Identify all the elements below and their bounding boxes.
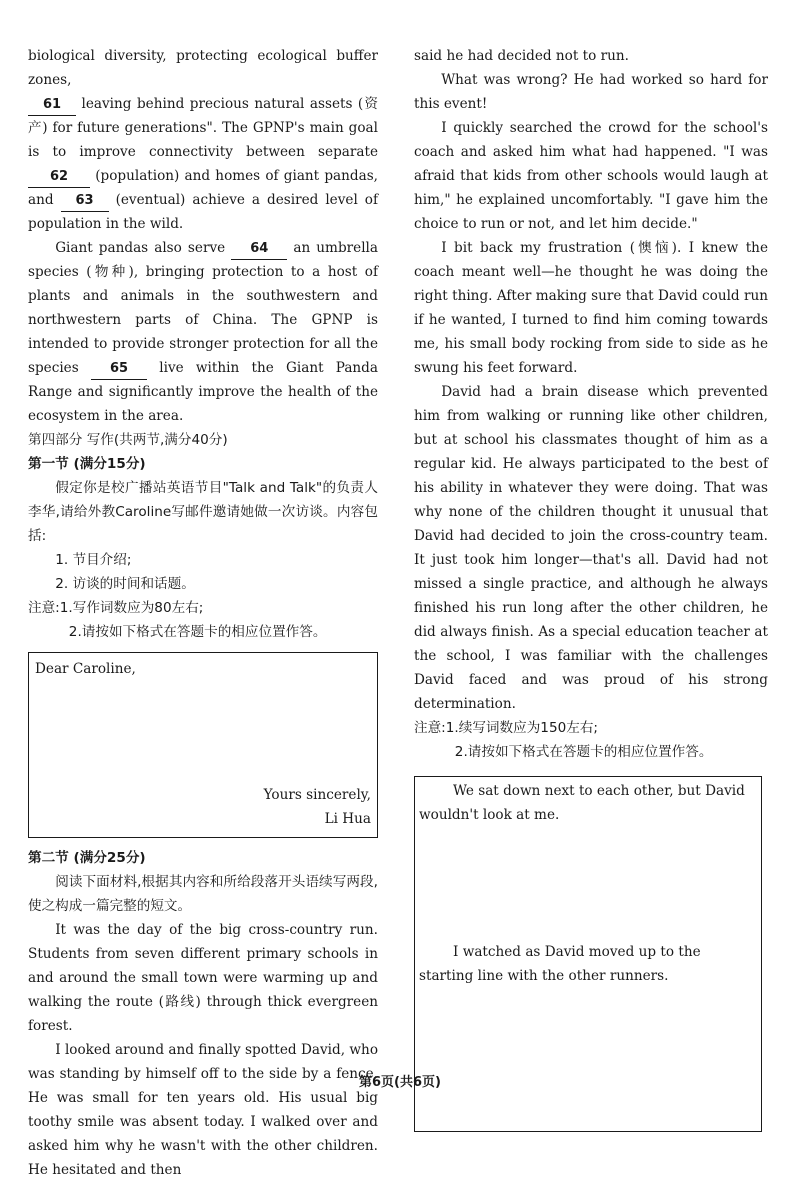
story-paragraph: What was wrong? He had worked so hard for this event! xyxy=(414,72,768,112)
text-run: an umbrella species (物种), bringing protection to a host of plants and animals in the southwestern and northwestern parts of China. The GPNP is intended to provide stronger protection for all the species xyxy=(28,240,378,376)
continuation-note: 注意:1.续写词数应为150左右; xyxy=(414,720,599,736)
story-paragraph: said he had decided not to run. xyxy=(414,48,629,64)
story-paragraph: I bit back my frustration (懊恼). I knew the coach meant well—he thought he was doing the right thing. After making sure that David could run if he wanted, I turned to find him coming towards me, his small body rocking from side to side as he swung his feet forward. xyxy=(414,240,768,376)
passage-paragraph xyxy=(28,44,378,236)
text-run: (eventual) achieve a desired level of population in the wild. xyxy=(28,192,378,232)
section1-note: 注意:1.写作词数应为80左右; xyxy=(28,600,204,616)
blank-64: 64 xyxy=(231,239,287,260)
blank-65: 65 xyxy=(91,359,147,380)
text-run: biological diversity, protecting ecological buffer zones, xyxy=(28,48,378,88)
part4-title: 第四部分 写作(共两节,满分40分) xyxy=(28,432,228,448)
section1-item: 2. 访谈的时间和话题。 xyxy=(55,576,195,592)
story-paragraph: David had a brain disease which prevented him from walking or running like other children, but at school his classmates thought of him as a regular kid. He always participated to the best of his ability in whatever they were doing. That was why none of the children thought it unusual that David had decided to join the cross-country team. It just took him longer—that's all. David had not missed a single practice, and although he always finished his run long after the other children, he did always finish. As a special education teacher at the school, I was familiar with the challenges David faced and was proud of his strong determination. xyxy=(414,384,768,712)
letter-signature: Li Hua xyxy=(324,811,371,827)
letter-closing xyxy=(264,783,371,831)
blank-62: 62 xyxy=(28,167,90,188)
story-paragraph: It was the day of the big cross-country run. Students from seven different primary schools in and around the small town were warming up and walking the route (路线) through thick evergreen forest. xyxy=(28,922,378,1034)
story-paragraph: I quickly searched the crowd for the school's coach and asked him what had happened. "I was afraid that kids from other schools would laugh at him," he explained uncomfortably. "I gave him the choice to run or not, and let him decide." xyxy=(414,120,768,232)
paragraph-opener-1: We sat down next to each other, but David wouldn't look at me. xyxy=(419,783,745,823)
continuation-note: 2.请按如下格式在答题卡的相应位置作答。 xyxy=(454,744,713,760)
text-run: live within the Giant Panda Range and significantly improve the health of the ecosystem in the area. xyxy=(28,360,378,424)
section1-prompt: 假定你是校广播站英语节目"Talk and Talk"的负责人李华,请给外教Caroline写邮件邀请她做一次访谈。内容包括: xyxy=(28,480,378,544)
section1-note: 2.请按如下格式在答题卡的相应位置作答。 xyxy=(68,624,327,640)
letter-closing-line: Yours sincerely, xyxy=(263,787,371,803)
letter-answer-box xyxy=(28,652,378,838)
paragraph-opener-2: I watched as David moved up to the starting line with the other runners. xyxy=(419,944,701,984)
section1-item: 1. 节目介绍; xyxy=(55,552,132,568)
section1-title: 第一节 (满分15分) xyxy=(28,456,146,472)
page-footer: 第6页(共6页) xyxy=(359,1075,441,1090)
right-column xyxy=(414,44,768,1132)
text-run: Giant pandas also serve xyxy=(55,240,226,256)
section2-prompt: 阅读下面材料,根据其内容和所给段落开头语续写两段,使之构成一篇完整的短文。 xyxy=(28,874,378,914)
blank-63: 63 xyxy=(61,191,109,212)
left-column xyxy=(28,44,378,1182)
text-run: (population) and homes of giant pandas, and xyxy=(28,168,378,208)
blank-61: 61 xyxy=(28,95,76,116)
section2-title: 第二节 (满分25分) xyxy=(28,850,146,866)
story-paragraph: I looked around and finally spotted David, who was standing by himself off to the side by a fence. He was small for ten years old. His usual big toothy smile was absent today. I walked over and asked him why he wasn't with the other children. He hesitated and then xyxy=(28,1042,378,1178)
passage-paragraph xyxy=(28,236,378,428)
letter-greeting: Dear Caroline, xyxy=(35,661,136,677)
text-run: leaving behind precious natural assets (资产) for future generations". The GPNP's main goal is to improve connectivity between separate xyxy=(28,96,378,160)
